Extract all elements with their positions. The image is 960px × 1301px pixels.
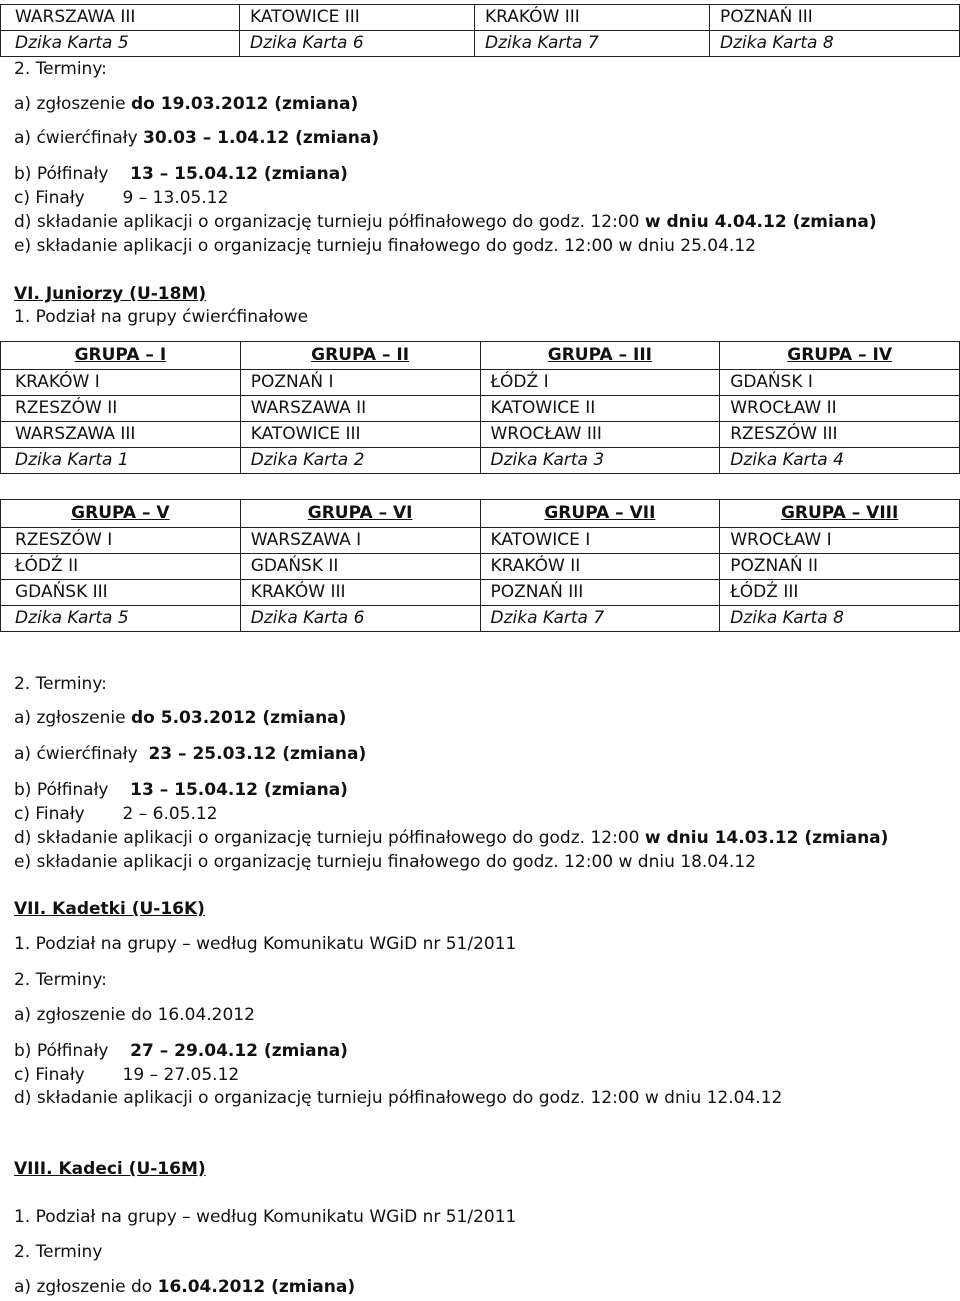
table-row: [1, 606, 960, 632]
terminy-label: 2. Terminy:: [14, 674, 107, 694]
table-cell: WARSZAWA III: [1, 5, 240, 31]
d-line: d) składanie aplikacji o organizację turnieju półfinałowego do godz. 12:00 w dniu 12.04.12: [14, 1088, 783, 1108]
table-cell: WROCŁAW I: [720, 528, 960, 554]
section-heading-kadeci: VIII. Kadeci (U-16M): [14, 1159, 206, 1179]
text: a) ćwierćfinały: [14, 744, 149, 764]
finaly-line: c) Finały 2 – 6.05.12: [14, 804, 218, 824]
table-header: GRUPA – VI: [240, 500, 480, 528]
text-bold: 13 – 15.04.12 (zmiana): [130, 164, 348, 184]
table-cell: KRAKÓW III: [240, 580, 480, 606]
table-header: GRUPA – VII: [480, 500, 720, 528]
table-cell: GDAŃSK I: [720, 370, 960, 396]
table-header: GRUPA – IV: [720, 342, 960, 370]
table-cell: KATOWICE III: [240, 5, 475, 31]
table-header: GRUPA – II: [240, 342, 480, 370]
text-bold: 30.03 – 1.04.12 (zmiana): [143, 128, 380, 148]
table-cell: WROCŁAW III: [480, 422, 720, 448]
text-bold: 27 – 29.04.12 (zmiana): [130, 1041, 348, 1061]
table-cell: ŁÓDŹ II: [1, 554, 241, 580]
table-cell: POZNAŃ III: [480, 580, 720, 606]
table-cell: Dzika Karta 1: [1, 448, 241, 474]
text-bold: do 5.03.2012 (zmiana): [131, 708, 347, 728]
section-heading-juniorzy: VI. Juniorzy (U-18M): [14, 284, 207, 304]
table-cell: KATOWICE III: [240, 422, 480, 448]
text-bold: 13 – 15.04.12 (zmiana): [130, 780, 348, 800]
table-header-row: [1, 342, 960, 370]
top-groups-table: [0, 4, 960, 57]
table-cell: Dzika Karta 7: [480, 606, 720, 632]
text: a) zgłoszenie do: [14, 1277, 158, 1297]
table-header: GRUPA – V: [1, 500, 241, 528]
finaly-line: c) Finały 19 – 27.05.12: [14, 1065, 240, 1085]
table-cell: RZESZÓW II: [1, 396, 241, 422]
terminy-label: 2. Terminy:: [14, 970, 107, 990]
podzial-line: 1. Podział na grupy – według Komunikatu WGiD nr 51/2011: [14, 1207, 517, 1227]
zgloszenie-line: [14, 708, 346, 728]
section-heading-kadetki: VII. Kadetki (U-16K): [14, 899, 205, 919]
cwiercfinaly-line: [14, 128, 379, 148]
podzial-line: 1. Podział na grupy – według Komunikatu WGiD nr 51/2011: [14, 934, 517, 954]
table-cell: Dzika Karta 5: [1, 606, 241, 632]
table-cell: Dzika Karta 8: [710, 31, 960, 57]
text: a) zgłoszenie: [14, 94, 131, 114]
text-bold: 23 – 25.03.12 (zmiana): [148, 744, 367, 764]
table-cell: POZNAŃ II: [720, 554, 960, 580]
table-row: [1, 554, 960, 580]
finaly-line: c) Finały 9 – 13.05.12: [14, 188, 229, 208]
table-row: [1, 580, 960, 606]
text-bold: 16.04.2012 (zmiana): [157, 1277, 356, 1297]
text: a) ćwierćfinały: [14, 128, 144, 148]
table-cell: POZNAŃ III: [710, 5, 960, 31]
table-cell: RZESZÓW I: [1, 528, 241, 554]
groups-table-1: [0, 341, 960, 474]
table-cell: ŁÓDŹ I: [480, 370, 720, 396]
table-cell: KATOWICE I: [480, 528, 720, 554]
table-cell: Dzika Karta 6: [240, 31, 475, 57]
text-bold: do 19.03.2012 (zmiana): [131, 94, 359, 114]
table-row: [1, 422, 960, 448]
table-row: [1, 528, 960, 554]
table-row: [1, 370, 960, 396]
table-row: [1, 31, 960, 57]
table-cell: WARSZAWA III: [1, 422, 241, 448]
text: b) Półfinały: [14, 164, 131, 184]
text: b) Półfinały: [14, 1041, 131, 1061]
e-line: e) składanie aplikacji o organizację turnieju finałowego do godz. 12:00 w dniu 25.04.12: [14, 236, 756, 256]
table-cell: ŁÓDŹ III: [720, 580, 960, 606]
table-cell: KRAKÓW I: [1, 370, 241, 396]
table-cell: WARSZAWA I: [240, 528, 480, 554]
podzial-line: 1. Podział na grupy ćwierćfinałowe: [14, 307, 309, 327]
groups-table-2: [0, 499, 960, 632]
table-row: [1, 5, 960, 31]
table-cell: Dzika Karta 7: [475, 31, 710, 57]
table-cell: GDAŃSK III: [1, 580, 241, 606]
table-header-row: [1, 500, 960, 528]
table-cell: Dzika Karta 2: [240, 448, 480, 474]
d-line: [14, 212, 877, 232]
polfinaly-line: [14, 1041, 348, 1061]
terminy-label: 2. Terminy: [14, 1242, 103, 1262]
zgloszenie-line: a) zgłoszenie do 16.04.2012: [14, 1005, 255, 1025]
text: a) zgłoszenie: [14, 708, 131, 728]
terminy-label: 2. Terminy:: [14, 59, 107, 79]
table-cell: WROCŁAW II: [720, 396, 960, 422]
text: d) składanie aplikacji o organizację turnieju półfinałowego do godz. 12:00: [14, 828, 645, 848]
table-cell: KRAKÓW II: [480, 554, 720, 580]
table-cell: GDAŃSK II: [240, 554, 480, 580]
table-cell: KATOWICE II: [480, 396, 720, 422]
table-cell: Dzika Karta 5: [1, 31, 240, 57]
table-header: GRUPA – I: [1, 342, 241, 370]
polfinaly-line: [14, 780, 348, 800]
table-header: GRUPA – VIII: [720, 500, 960, 528]
table-cell: Dzika Karta 6: [240, 606, 480, 632]
table-cell: POZNAŃ I: [240, 370, 480, 396]
table-row: [1, 396, 960, 422]
table-cell: Dzika Karta 8: [720, 606, 960, 632]
table-cell: Dzika Karta 3: [480, 448, 720, 474]
text-bold: w dniu 4.04.12 (zmiana): [644, 212, 877, 232]
zgloszenie-line: [14, 94, 358, 114]
polfinaly-line: [14, 164, 348, 184]
zgloszenie-line: [14, 1277, 355, 1297]
d-line: [14, 828, 888, 848]
text: b) Półfinały: [14, 780, 131, 800]
table-header: GRUPA – III: [480, 342, 720, 370]
text: d) składanie aplikacji o organizację turnieju półfinałowego do godz. 12:00: [14, 212, 645, 232]
e-line: e) składanie aplikacji o organizację turnieju finałowego do godz. 12:00 w dniu 18.04.12: [14, 852, 756, 872]
table-row: [1, 448, 960, 474]
table-cell: Dzika Karta 4: [720, 448, 960, 474]
cwiercfinaly-line: [14, 744, 366, 764]
text-bold: w dniu 14.03.12 (zmiana): [644, 828, 889, 848]
table-cell: WARSZAWA II: [240, 396, 480, 422]
table-cell: KRAKÓW III: [475, 5, 710, 31]
table-cell: RZESZÓW III: [720, 422, 960, 448]
